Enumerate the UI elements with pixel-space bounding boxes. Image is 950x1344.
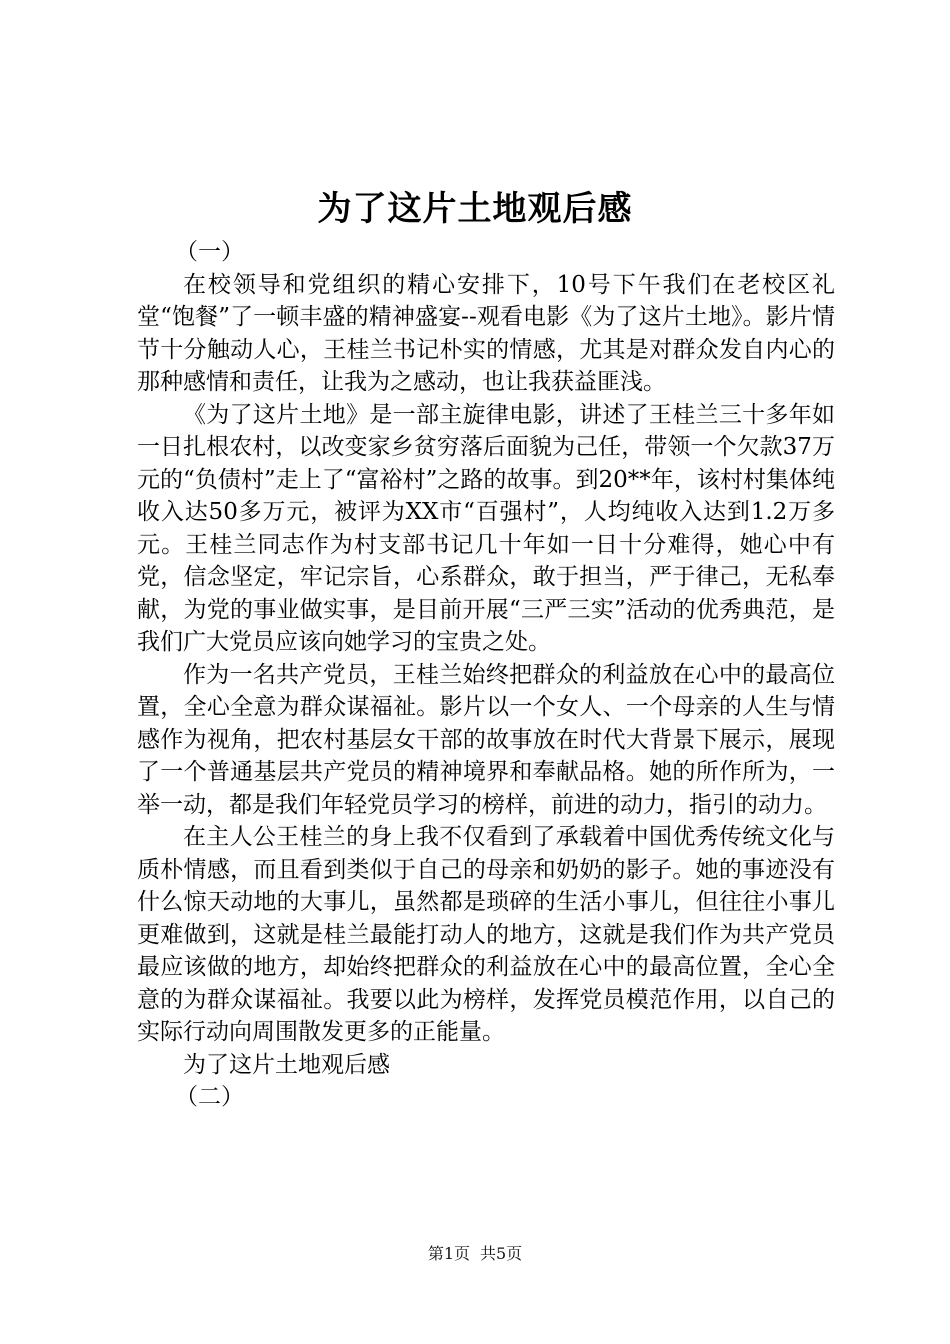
page-total: 共5页	[480, 1244, 523, 1263]
page-number: 第1页	[427, 1244, 470, 1263]
section-one-label: （一）	[175, 239, 244, 265]
page-footer	[0, 1242, 950, 1266]
section-two-label: （二）	[175, 1084, 244, 1110]
repeat-title: 为了这片土地观后感	[183, 1051, 390, 1078]
paragraph-4: 在主人公王桂兰的身上我不仅看到了承载着中国优秀传统文化与质朴情感，而且看到类似于自己的母亲和奶奶的影子。她的事迹没有什么惊天动地的大事儿，虽然都是琐碎的生活小事儿，但往往小事儿更难做到，这就是桂兰最能打动人的地方，这就是我们作为共产党员最应该做的地方，却始终把群众的利益放在心中的最高位置，全心全意的为群众谋福祉。我要以此为榜样，发挥党员模范作用，以自己的实际行动向周围散发更多的正能量。	[137, 824, 835, 1045]
paragraph-1: 在校领导和党组织的精心安排下，10号下午我们在老校区礼堂“饱餐”了一顿丰盛的精神盛宴--观看电影《为了这片土地》。影片情节十分触动人心，王桂兰书记朴实的情感，尤其是对群众发自内心的那种感情和责任，让我为之感动，也让我获益匪浅。	[137, 271, 835, 395]
document-body	[137, 236, 835, 1114]
paragraph-3: 作为一名共产党员，王桂兰始终把群众的利益放在心中的最高位置，全心全意为群众谋福祉。影片以一个女人、一个母亲的人生与情感作为视角，把农村基层女干部的故事放在时代大背景下展示，展现了一个普通基层共产党员的精神境界和奉献品格。她的所作所为，一举一动，都是我们年轻党员学习的榜样，前进的动力，指引的动力。	[137, 661, 835, 818]
document-title: 为了这片土地观后感	[317, 189, 633, 229]
paragraph-2: 《为了这片土地》是一部主旋律电影，讲述了王桂兰三十多年如一日扎根农村，以改变家乡贫穷落后面貌为己任，带领一个欠款37万元的“负债村”走上了“富裕村”之路的故事。到20**年，该村村集体纯收入达50多万元，被评为XX市“百强村”，人均纯收入达到1.2万多元。王桂兰同志作为村支部书记几十年如一日十分难得，她心中有党，信念坚定，牢记宗旨，心系群众，敢于担当，严于律己，无私奉献，为党的事业做实事，是目前开展“三严三实”活动的优秀典范，是我们广大党员应该向她学习的宝贵之处。	[137, 401, 835, 655]
